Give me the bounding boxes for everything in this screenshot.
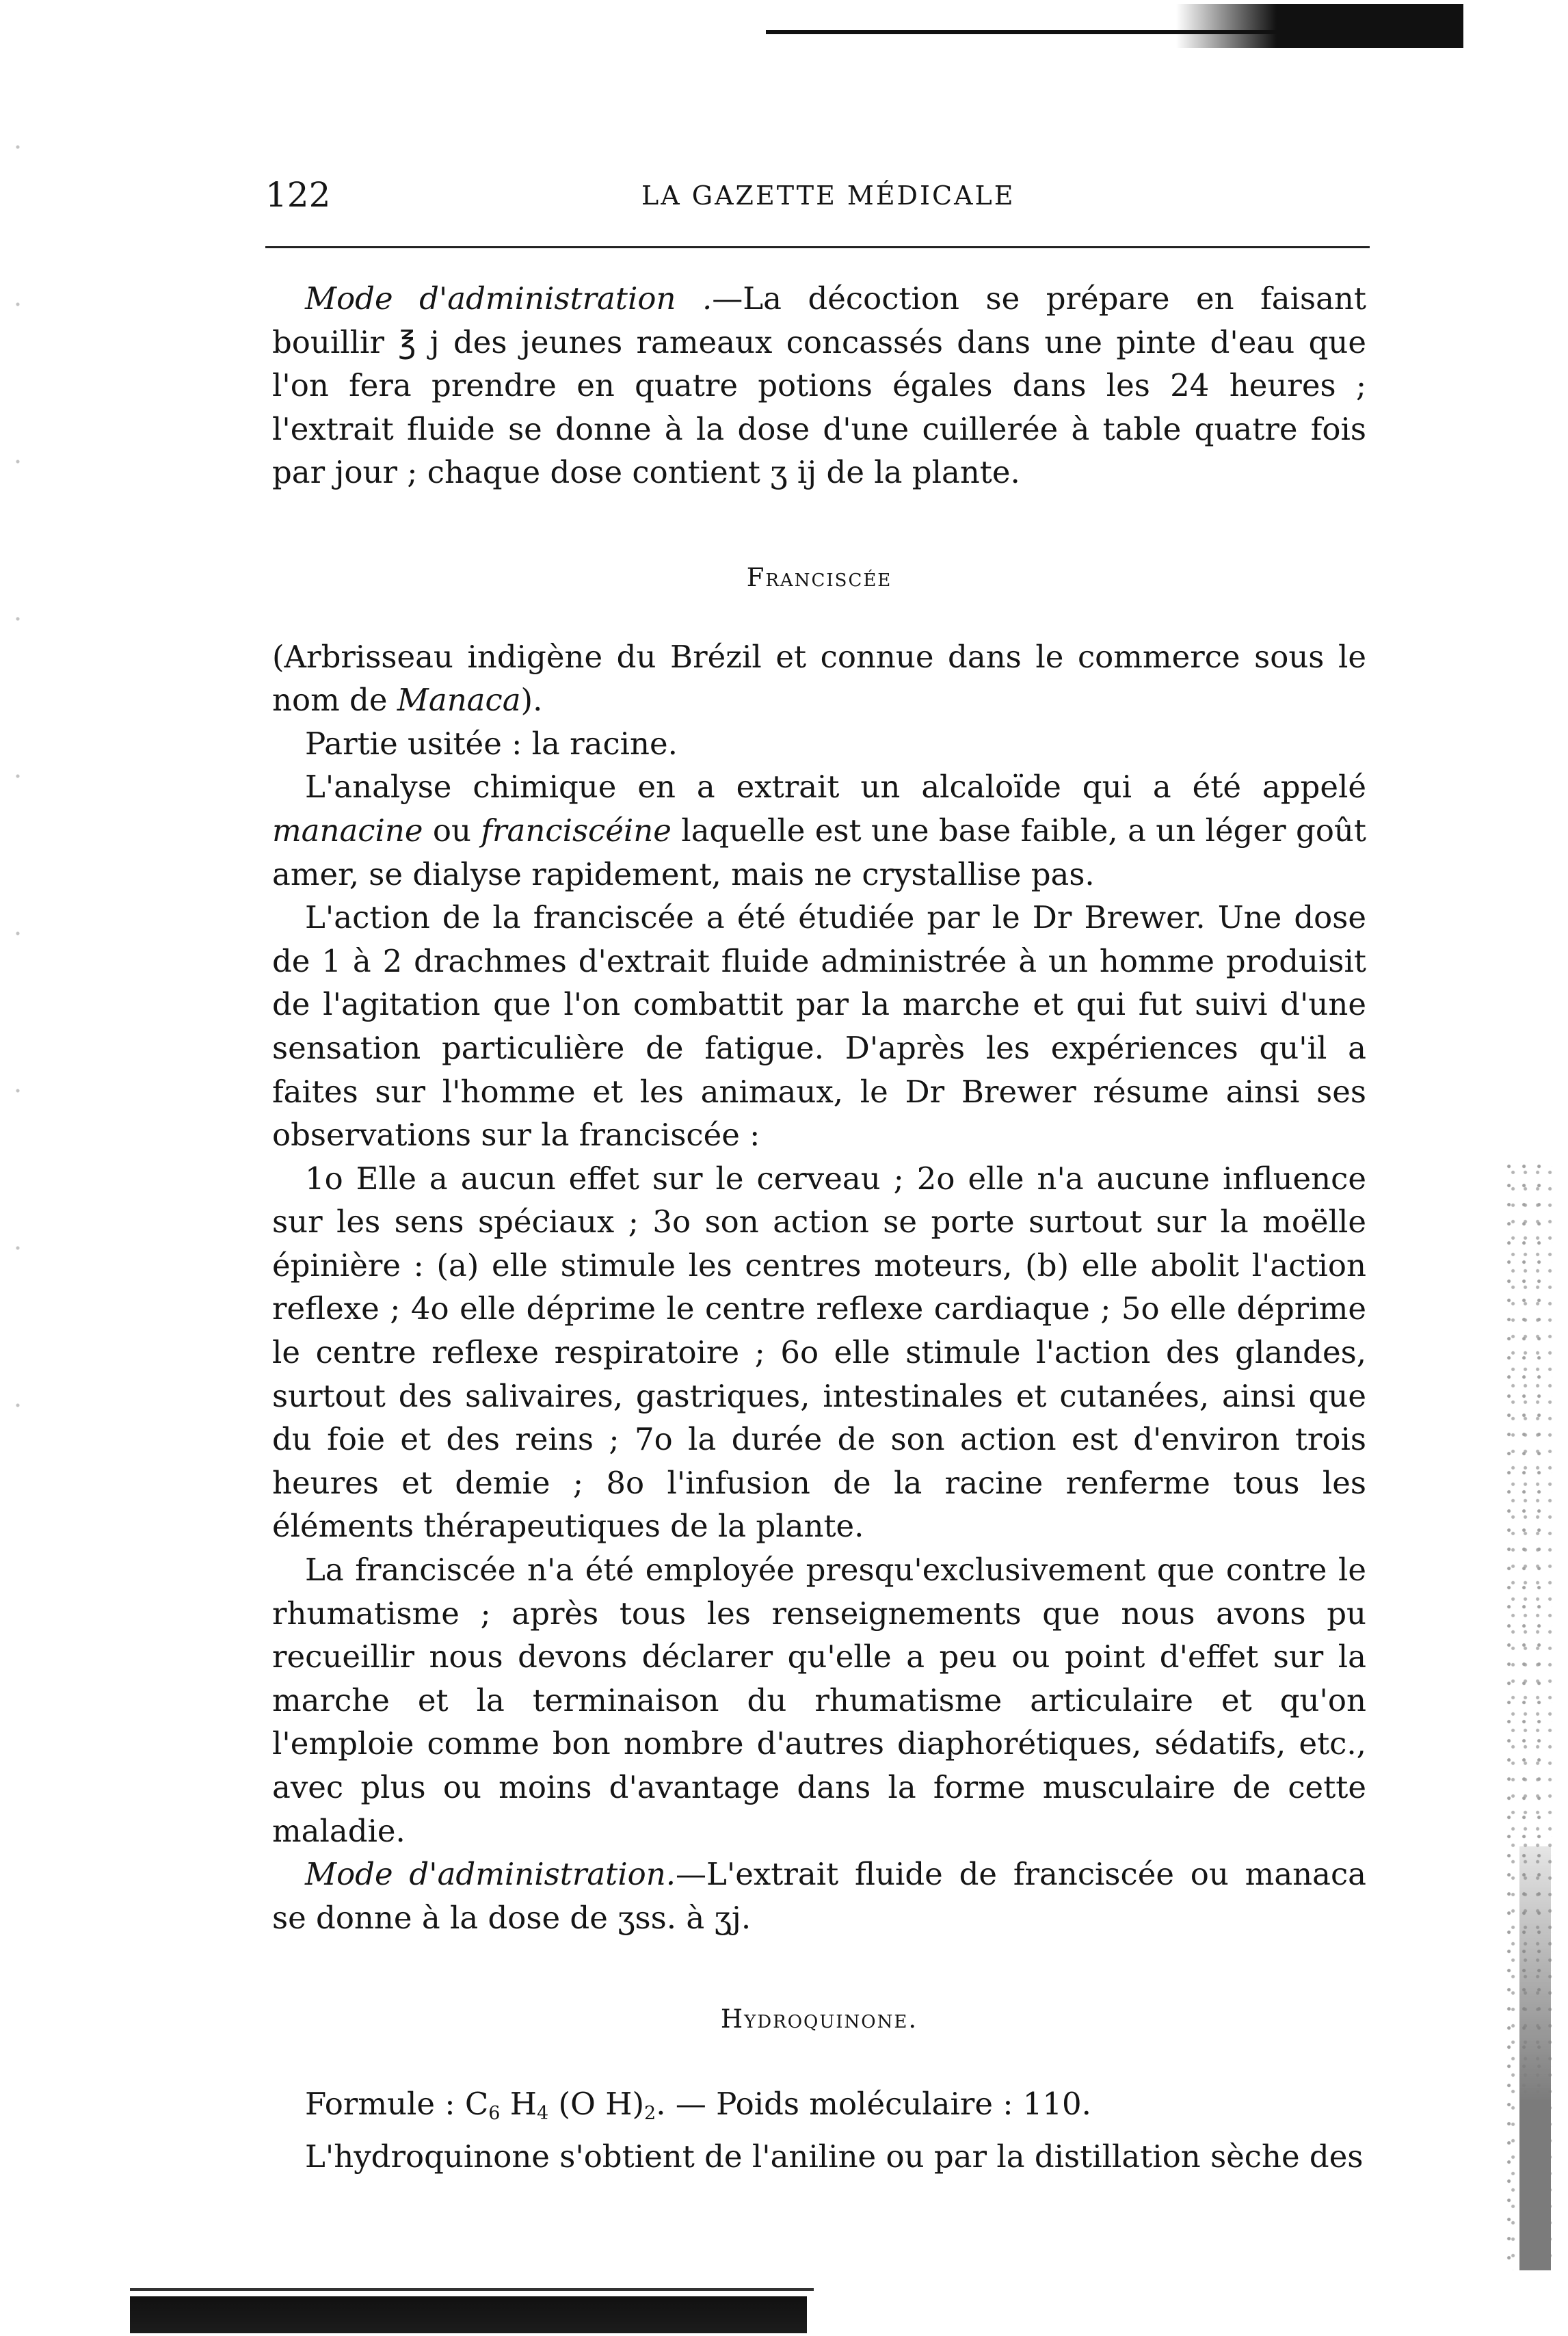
paragraph-analyse: L'analyse chimique en a extrait un alcaloïde qui a été appelé manacine ou franciscéine laquelle est une base faible, a un léger goût amer, se dialyse rapidement, mais ne crystallise pas. [272, 769, 1366, 892]
scan-edge-line-bottom [130, 2288, 814, 2291]
scan-edge-shadow [1176, 4, 1463, 48]
running-title: LA GAZETTE MÉDICALE [641, 181, 1015, 211]
page-number: 122 [265, 175, 331, 215]
paragraph-text: —La décoction se prépare en faisant bouillir ℥ j des jeunes rameaux concassés dans une pinte d'eau que l'on fera prendre en quatre potions égales dans les 24 heures ; l'extrait fluide se donne à la dose d'une cuillerée à table quatre fois par jour ; chaque dose contient ʒ ij de la plante. [272, 280, 1366, 491]
section-heading-hydroquinone: Hydroquinone. [720, 2004, 918, 2034]
scan-edge-shadow-right [1519, 1846, 1551, 2270]
paragraph-formule: Formule : $C_6$ $H_4$ (O $H)_2$. — Poids moléculaire : 110. [305, 2085, 1091, 2124]
paragraph-hydroquinone: L'hydroquinone s'obtient de l'aniline ou par la distillation sèche des [305, 2138, 1364, 2175]
paragraph-label: Mode d'administration. [305, 1856, 676, 1893]
paragraph-rhumatisme: La franciscée n'a été employée presqu'exclusivement que contre le rhumatisme ; après tous les renseignements que nous avons pu recueillir nous devons déclarer qu'elle a peu ou point d'effet sur la marche et la terminaison du rhumatisme articulaire et qu'on l'emploie comme bon nombre d'autres diaphorétiques, sédatifs, etc., avec plus ou moins d'avantage dans la forme musculaire de cette maladie. [272, 1552, 1366, 1849]
scan-edge-bottom [130, 2296, 807, 2333]
article-body [272, 277, 1366, 2179]
scan-noise-left [11, 68, 25, 1436]
paragraph-action: L'action de la franciscée a été étudiée par le Dr Brewer. Une dose de 1 à 2 drachmes d'extrait fluide administrée à un homme produisit de l'agitation que l'on combattit par la marche et qui fut suivi d'une sensation particulière de fatigue. D'après les expériences qu'il a faites sur l'homme et les animaux, le Dr Brewer résume ainsi ses observations sur la franciscée : [272, 899, 1366, 1154]
scan-edge-top [766, 0, 1463, 55]
paragraph-administration-2 [272, 1853, 1366, 1939]
paragraph-label: Mode d'administration . [305, 280, 713, 317]
paragraph-administration-1 [272, 277, 1366, 494]
paragraph-description: (Arbrisseau indigène du Brézil et connue dans le commerce sous le nom de Manaca). [272, 638, 1366, 719]
section-heading-franciscee: Franciscée [746, 562, 892, 592]
paragraph-observations: 1o Elle a aucun effet sur le cerveau ; 2o elle n'a aucune influence sur les sens spéciaux ; 3o son action se porte surtout sur la moëlle épinière : (a) elle stimule les centres moteurs, (b) elle abolit l'action reflexe ; 4o elle déprime le centre reflexe cardiaque ; 5o elle déprime le centre reflexe respiratoire ; 6o elle stimule l'action des glandes, surtout des salivaires, gastriques, intestinales et cutanées, ainsi que du foie et des reins ; 7o la durée de son action est d'environ trois heures et demie ; 8o l'infusion de la racine renferme tous les éléments thérapeutiques de la plante. [272, 1160, 1366, 1545]
paragraph-partie-usitee: Partie usitée : la racine. [305, 725, 678, 762]
scan-noise-right [1504, 1163, 1552, 2270]
paragraph-text: —L'extrait fluide de franciscée ou manaca se donne à la dose de ʒss. à ʒj. [272, 1856, 1366, 1936]
header-rule [265, 246, 1370, 248]
page-header [265, 174, 1370, 215]
